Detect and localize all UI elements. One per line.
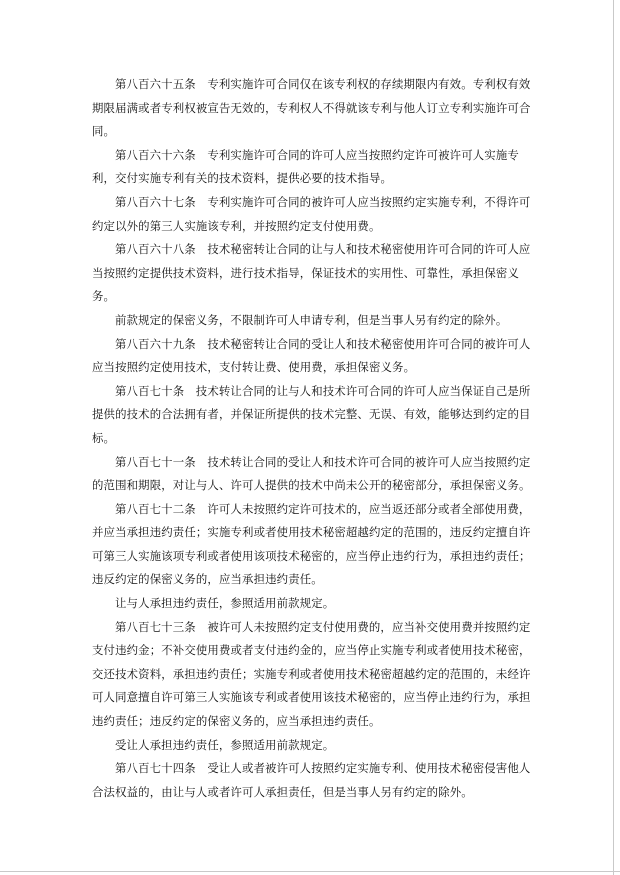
article-869: 第八百六十九条 技术秘密转让合同的受让人和技术秘密使用许可合同的被许可人应当按照约定使用技术，支付转让费、使用费，承担保密义务。	[92, 336, 531, 375]
page-edge-bottom	[0, 871, 620, 872]
article-873-paragraph-2: 受让人承担违约责任，参照适用前款规定。	[115, 737, 335, 752]
article-872-paragraph-2: 让与人承担违约责任，参照适用前款规定。	[115, 596, 335, 611]
article-873: 第八百七十三条 被许可人未按照约定支付使用费的，应当补交使用费并按照约定支付违约金；不补交使用费或者支付违约金的，应当停止实施专利或者使用技术秘密，交还技术资料，承担违约责任；实施专利或者使用技术秘密超越约定的范围的，未经许可人同意擅自许可第三人实施该专利或者使用该技术秘密的，应当停止违约行为，承担违约责任；违反约定的保密义务的，应当承担违约责任。	[92, 619, 531, 729]
article-867: 第八百六十七条 专利实施许可合同的被许可人应当按照约定实施专利，不得许可约定以外的第三人实施该专利，并按照约定支付使用费。	[92, 194, 531, 233]
article-870: 第八百七十条 技术转让合同的让与人和技术许可合同的许可人应当保证自己是所提供的技术的合法拥有者，并保证所提供的技术完整、无误、有效，能够达到约定的目标。	[92, 383, 531, 445]
article-866: 第八百六十六条 专利实施许可合同的许可人应当按照约定许可被许可人实施专利，交付实施专利有关的技术资料，提供必要的技术指导。	[92, 147, 519, 186]
article-874: 第八百七十四条 受让人或者被许可人按照约定实施专利、使用技术秘密侵害他人合法权益的，由让与人或者许可人承担责任，但是当事人另有约定的除外。	[92, 761, 531, 799]
article-868-paragraph-2: 前款规定的保密义务，不限制许可人申请专利，但是当事人另有约定的除外。	[115, 312, 508, 327]
page-edge-right	[613, 0, 614, 875]
article-872: 第八百七十二条 许可人未按照约定许可技术的，应当返还部分或者全部使用费，并应当承担违约责任；实施专利或者使用技术秘密超越约定的范围的，违反约定擅自许可第三人实施该项专利或者使用该项技术秘密的，应当停止违约行为，承担违约责任；违反约定的保密义务的，应当承担违约责任。	[92, 501, 531, 587]
article-868: 第八百六十八条 技术秘密转让合同的让与人和技术秘密使用许可合同的许可人应当按照约定提供技术资料，进行技术指导，保证技术的实用性、可靠性，承担保密义务。	[92, 242, 531, 304]
document-body	[92, 73, 532, 804]
article-865: 第八百六十五条 专利实施许可合同仅在该专利权的存续期限内有效。专利权有效期限届满或者专利权被宣告无效的，专利权人不得就该专利与他人订立专利实施许可合同。	[92, 77, 531, 139]
article-871: 第八百七十一条 技术转让合同的受让人和技术许可合同的被许可人应当按照约定的范围和期限，对让与人、许可人提供的技术中尚未公开的秘密部分，承担保密义务。	[92, 454, 531, 493]
